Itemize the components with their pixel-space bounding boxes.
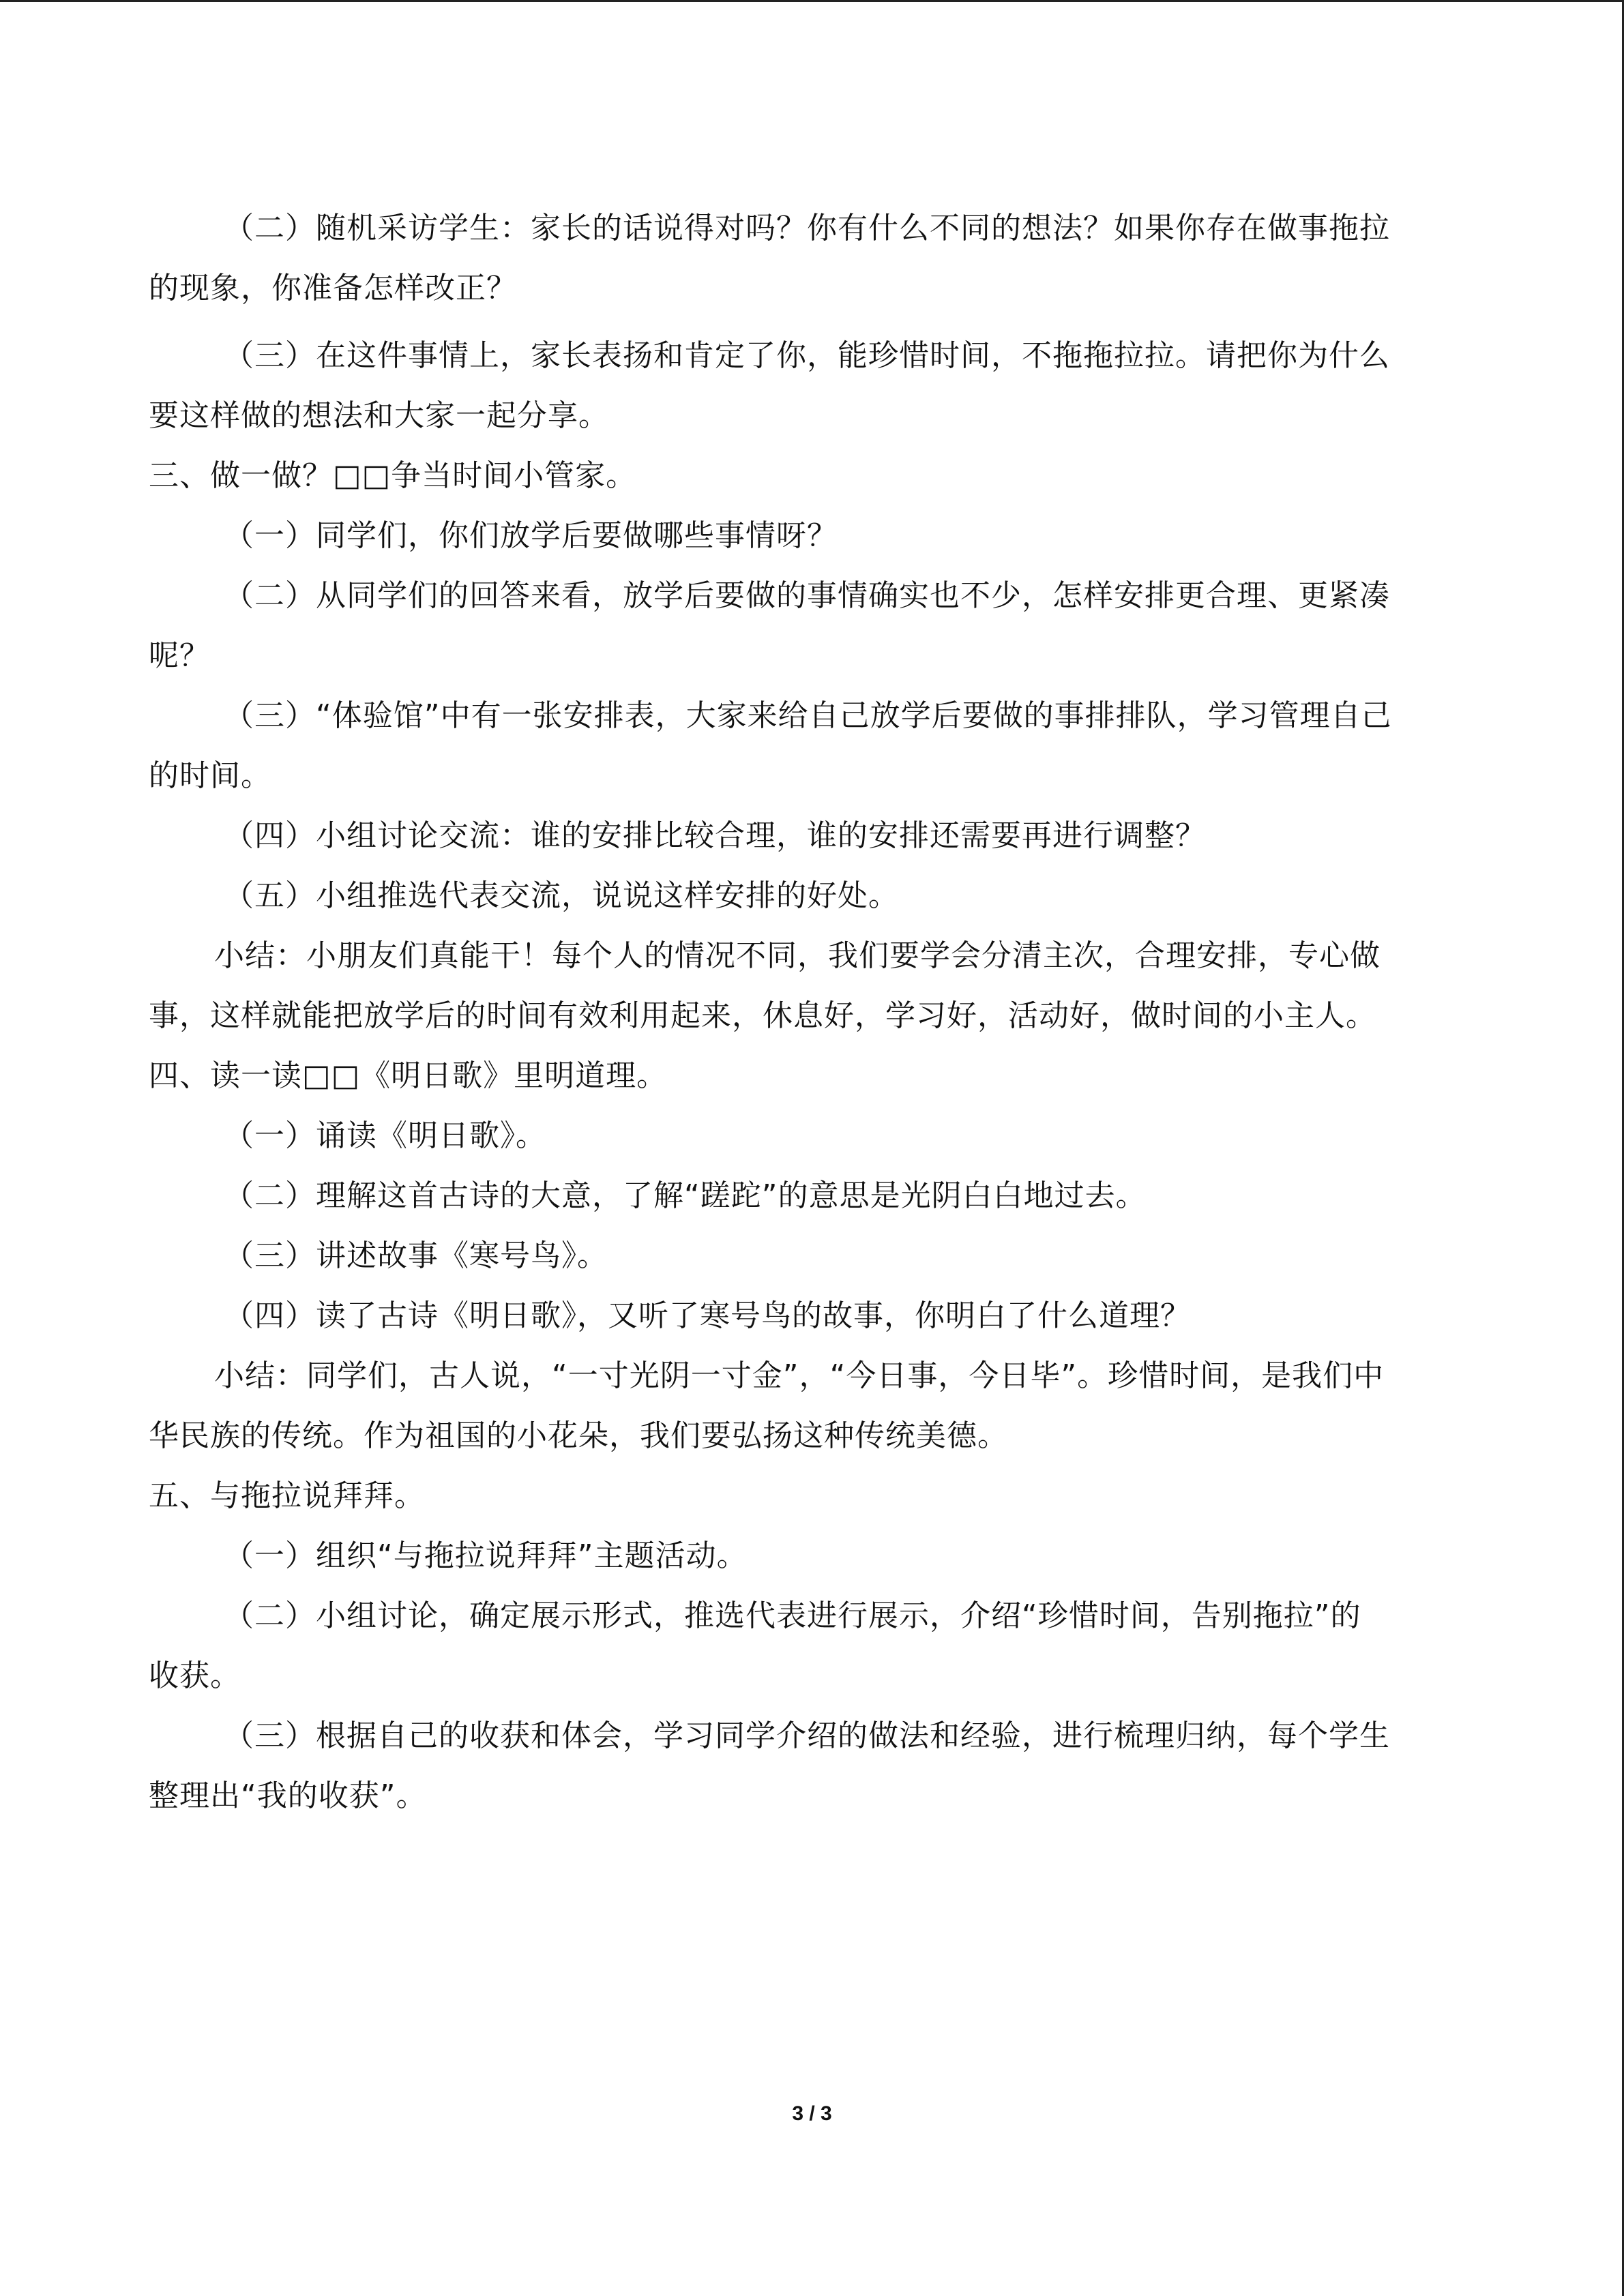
paragraph-line: （二）从同学们的回答来看，放学后要做的事情确实也不少，怎样安排更合理、更紧凑 [224,578,1390,613]
summary-line: 小结：小朋友们真能干！每个人的情况不同，我们要学会分清主次，合理安排，专心做 [214,938,1381,973]
paragraph-line: 的现象，你准备怎样改正？ [149,271,517,305]
summary-line: 小结：同学们，古人说，“一寸光阴一寸金”，“今日事，今日毕”。珍惜时间，是我们中 [214,1358,1385,1393]
paragraph-line: （二）理解这首古诗的大意，了解“蹉跎”的意思是光阴白白地过去。 [224,1178,1147,1213]
paragraph-line: （三）“体验馆”中有一张安排表，大家来给自己放学后要做的事排排队，学习管理自己 [224,698,1392,733]
paragraph-line: （三）在这件事情上，家长表扬和肯定了你，能珍惜时间，不拖拖拉拉。请把你为什么 [224,338,1390,373]
paragraph-line: （三）讲述故事《寒号鸟》。 [224,1238,608,1273]
paragraph-line: 的时间。 [149,758,271,793]
page-border-top [0,0,1624,2]
paragraph-line: 收获。 [149,1658,241,1693]
paragraph-line: （二）小组讨论，确定展示形式，推选代表进行展示，介绍“珍惜时间，告别拖拉”的 [224,1598,1361,1633]
summary-line: 华民族的传统。作为祖国的小花朵，我们要弘扬这种传统美德。 [149,1418,1008,1453]
page-number: 3 / 3 [792,2102,832,2125]
paragraph-line: （一）诵读《明日歌》。 [224,1118,546,1153]
paragraph-line: （三）根据自己的收获和体会，学习同学介绍的做法和经验，进行梳理归纳，每个学生 [224,1718,1390,1753]
paragraph-line: （一）同学们，你们放学后要做哪些事情呀？ [224,518,838,553]
paragraph-line: （五）小组推选代表交流，说说这样安排的好处。 [224,878,899,913]
paragraph-line: （四）小组讨论交流：谁的安排比较合理，谁的安排还需要再进行调整？ [224,818,1206,853]
paragraph-line: 要这样做的想法和大家一起分享。 [149,398,609,433]
section-heading: 三、做一做？□□争当时间小管家。 [149,458,637,493]
paragraph-line: （四）读了古诗《明日歌》，又听了寒号鸟的故事，你明白了什么道理？ [224,1298,1191,1333]
summary-line: 事，这样就能把放学后的时间有效利用起来，休息好，学习好，活动好，做时间的小主人。 [149,998,1376,1033]
paragraph-line: 整理出“我的收获”。 [149,1778,427,1813]
paragraph-line: 呢？ [149,638,210,673]
paragraph-line: （一）组织“与拖拉说拜拜”主题活动。 [224,1538,748,1573]
section-heading: 四、读一读□□《明日歌》里明道理。 [149,1058,668,1093]
section-heading: 五、与拖拉说拜拜。 [149,1478,425,1513]
paragraph-line: （二）随机采访学生：家长的话说得对吗？你有什么不同的想法？如果你存在做事拖拉 [224,211,1390,245]
